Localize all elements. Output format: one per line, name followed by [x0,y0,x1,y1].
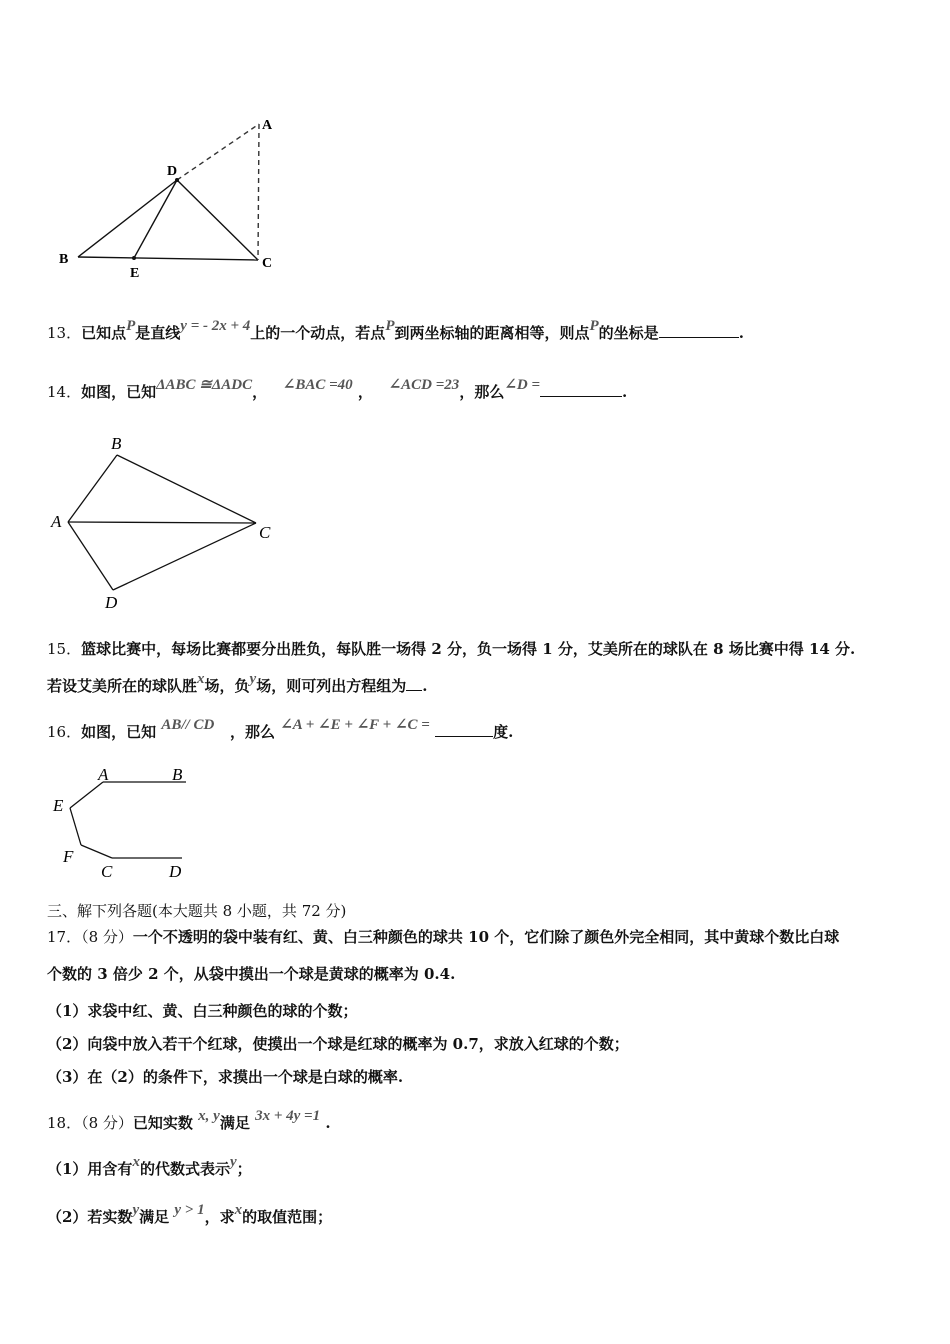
q15-text: 场，则可列出方程组为 [256,677,407,695]
q17-number: 17． [47,928,82,946]
q18-p1-math-x: x [132,1154,140,1170]
segment-ac [68,522,256,523]
segment-ae [70,782,103,808]
q13-text: 的坐标是 [598,324,659,342]
figure-parallel-abcdef [45,760,205,885]
question-17-part3: （3）在（2）的条件下，求摸出一个球是白球的概率. [47,1068,404,1086]
q16-text: ，那么 [229,723,275,741]
answer-blank[interactable] [540,382,622,397]
label-b: B [59,252,69,267]
q18-end: . [325,1114,331,1132]
segment-dc [177,180,258,260]
q18-number: 18． [47,1114,82,1132]
figure-quadrilateral-abcd [48,428,288,613]
q18-p2-text: 满足 [139,1208,170,1226]
q18-score: （8 分） [81,1114,133,1132]
label-a: A [51,512,62,531]
segment-ab [68,455,117,522]
label-c: C [259,523,271,542]
q17-text: 一个不透明的袋中装有红、黄、白三种颜色的球共 10 个，它们除了颜色外完全相同，其中黄球个数比白球 [132,928,840,946]
answer-blank[interactable] [659,323,739,338]
q15-text: 若设艾美所在的球队胜 [47,677,198,695]
q16-number: 16． [47,723,82,741]
question-13 [47,318,744,344]
q13-text: 到两坐标轴的距离相等，则点 [394,324,590,342]
question-18-part1 [47,1154,252,1180]
q14-math-bac: ∠BAC =40 [282,377,353,393]
label-a: A [98,765,109,784]
q18-math-equation: 3x + 4y =1 [255,1108,321,1124]
figure-triangle-abcde [55,110,285,280]
segment-bc [78,257,258,260]
q18-text: 满足 [219,1114,250,1132]
q13-end: . [738,324,744,342]
q18-p2-text: ，求 [204,1208,235,1226]
q16-text: 如图，已知 [81,723,157,741]
question-15-line2 [47,671,428,697]
label-d: D [169,862,182,881]
q13-text: 是直线 [135,324,181,342]
q14-text: 如图，已知 [81,383,157,401]
q16-end: 度. [493,723,514,741]
segment-bc [117,455,256,523]
q18-p2-text: 的取值范围； [242,1208,333,1226]
q18-p1-text: 的代数式表示 [139,1160,230,1178]
question-17-part2: （2）向袋中放入若干个红球，使摸出一个球是红球的概率为 0.7，求放入红球的个数； [47,1035,629,1053]
label-d: D [167,164,178,179]
q14-text: ，那么 [459,383,505,401]
answer-blank[interactable] [406,676,422,691]
label-b: B [172,765,183,784]
q14-math-d: ∠D = [504,377,541,393]
q14-number: 14． [47,383,82,401]
question-18 [47,1108,331,1134]
q13-math-line: y = - 2x + 4 [180,318,251,334]
q15-math-x: x [197,671,205,687]
label-d: D [105,593,118,612]
q13-text: 已知点 [81,324,127,342]
question-18-part2 [47,1202,333,1228]
q18-text: 已知实数 [132,1114,193,1132]
label-b: B [111,434,122,453]
q15-text: 篮球比赛中，每场比赛都要分出胜负，每队胜一场得 2 分，负一场得 1 分，艾美所在的球队在 8 场比赛中得 14 分. [81,640,856,658]
label-c: C [262,256,273,271]
q13-text: 上的一个动点，若点 [250,324,386,342]
q15-text: 场，负 [204,677,250,695]
section-heading: 三、解下列各题(本大题共 8 小题，共 72 分) [47,902,347,920]
q14-sep: ， [357,383,373,401]
q18-p2-math-ineq: y > 1 [174,1202,205,1218]
q17-score: （8 分） [81,928,133,946]
q18-p1-text: （1）用含有 [47,1160,133,1178]
q18-p1-text: ； [236,1160,252,1178]
label-a: A [262,118,273,133]
question-17-part1: （1）求袋中红、黄、白三种颜色的球的个数； [47,1002,358,1020]
q14-sep: ， [252,383,268,401]
dashed-da [177,124,259,180]
q15-math-y: y [249,671,257,687]
label-f: F [63,847,74,866]
question-16 [47,717,514,743]
label-e: E [53,796,64,815]
segment-ef [70,808,81,845]
segment-ad [68,522,113,590]
q13-math-p: P [126,318,136,334]
label-c: C [101,862,113,881]
q15-end: . [422,677,428,695]
question-17-line1 [47,927,839,947]
dashed-ac [258,124,259,260]
question-17-line2: 个数的 3 倍少 2 个，从袋中摸出一个球是黄球的概率为 0.4. [47,965,456,983]
q16-math-angles: ∠A + ∠E + ∠F + ∠C = [280,717,430,733]
q14-math-acd: ∠ACD =23 [388,377,460,393]
segment-de [134,180,177,258]
q13-math-p: P [385,318,395,334]
q13-math-p: P [589,318,599,334]
q18-p2-math-y: y [132,1202,140,1218]
q16-math-parallel: AB// CD [161,717,215,733]
question-15-line1 [47,639,855,659]
q18-math-xy: x, y [198,1108,220,1124]
segment-fc [81,845,112,858]
q18-p2-math-x: x [234,1202,243,1218]
q14-end: . [622,383,628,401]
q15-number: 15． [47,640,82,658]
segment-bd [78,180,177,257]
segment-dc [113,523,256,590]
answer-blank[interactable] [435,722,493,737]
q14-math-congruent: ΔABC ≅ΔADC [156,377,253,393]
q13-number: 13． [47,324,82,342]
q18-p2-text: （2）若实数 [47,1208,133,1226]
q18-p1-math-y: y [229,1154,237,1170]
question-14 [47,377,628,403]
label-e: E [130,266,140,280]
